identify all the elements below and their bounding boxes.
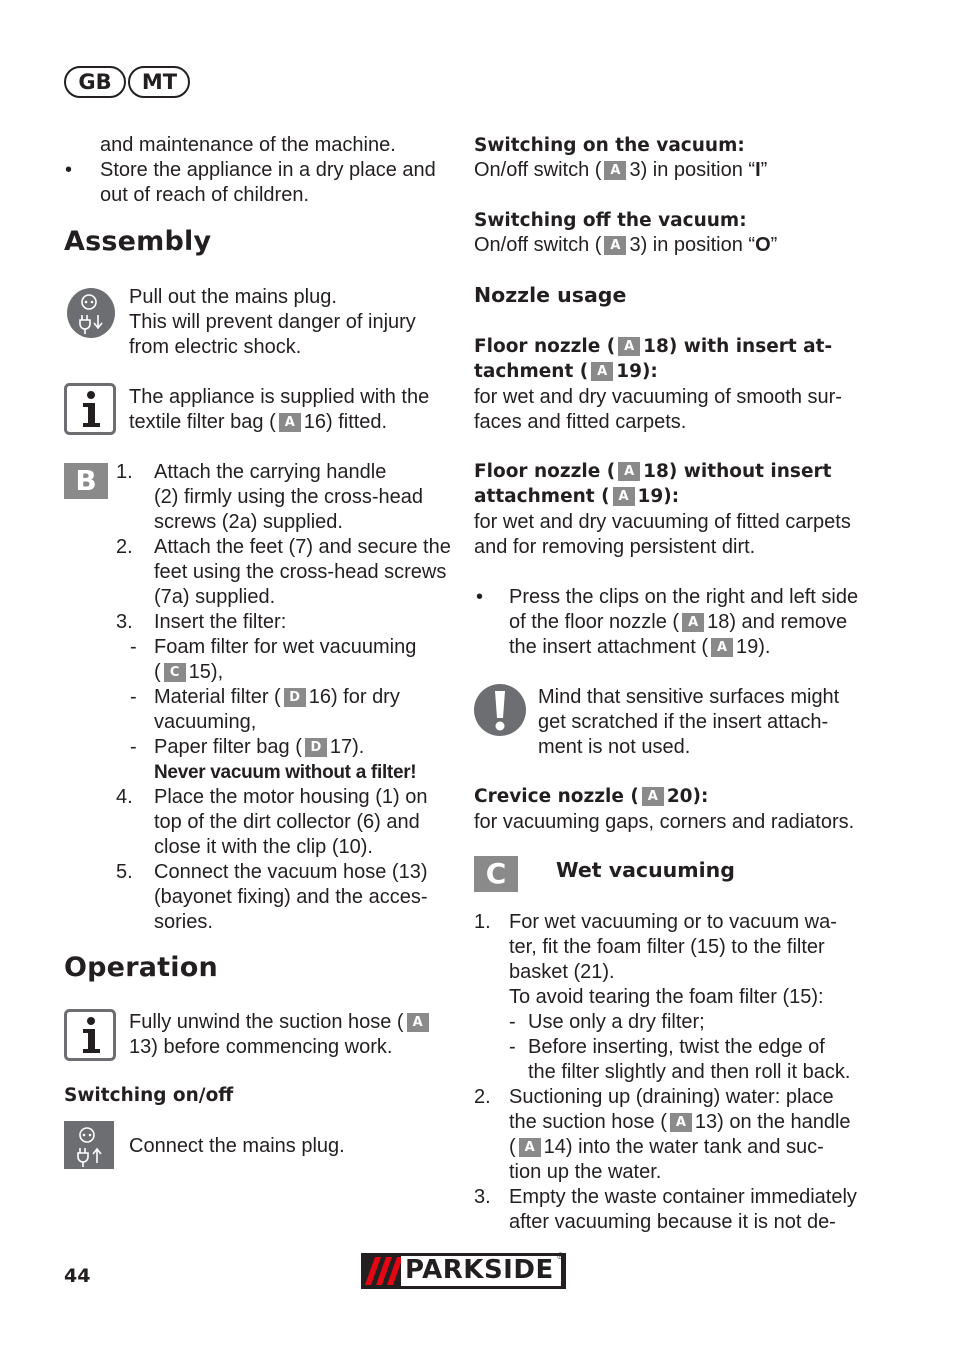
unplug-note-3: from electric shock. — [129, 336, 302, 358]
registered-mark: ® — [557, 1251, 564, 1261]
clips-line-2: of the floor nozzle ( A 18) and remove — [509, 611, 848, 633]
wet-steps: 1. For wet vacuuming or to vacuum wa- ter, fit the foam filter (15) to the filter basket (21). To avoid tearing the foam filter (15): - Use only a dry filter; - Before inserting, twist the edge of the filter slightly and then roll it back. 2. Suctioning up (draining) water: place the suction hose ( A 13) on the handle ( A 14) into the water tank and suc- tion up the water. 3. Empty the waste container immediately after vacuuming because it is not de- — [474, 911, 857, 1233]
figure-label-a: A — [591, 362, 613, 381]
lang-gb: GB — [64, 66, 126, 98]
operation-note-1: Fully unwind the suction hose ( A — [129, 1010, 432, 1035]
switch-off-text: On/off switch ( A 3) in position “O” — [474, 234, 778, 256]
floor-with-desc-1: for wet and dry vacuuming of smooth sur- — [474, 386, 842, 408]
plug-in-icon — [64, 1121, 114, 1169]
unplug-icon — [66, 287, 116, 339]
floor-nozzle-with-2: tachment ( A 19): — [474, 361, 658, 382]
floor-nozzle-without-2: attachment ( A 19): — [474, 486, 680, 507]
brand-name: PARKSIDE — [405, 1255, 554, 1285]
parkside-logo — [361, 1253, 566, 1289]
warning-line-3: ment is not used. — [538, 736, 691, 758]
switching-heading: Switching on/off — [64, 1085, 234, 1106]
figure-label-a: A — [670, 1113, 692, 1132]
figure-label-a: A — [279, 413, 301, 432]
nozzle-heading: Nozzle usage — [474, 283, 627, 307]
operation-heading: Operation — [64, 952, 218, 983]
assembly-steps: 1. Attach the carrying handle (2) firmly using the cross-head screws (2a) supplied. 2. Attach the feet (7) and secure the feet using the cross-head screws (7a) supplied. 3. Insert the filter: - Foam filter for wet vacuuming ( C 15), - Material filter ( D 16) for dry vacuuming, - Paper filter bag ( D 17). Never vacuum without a filter! 4. Place the motor housing (1) on top of the dirt collector (6) and close it with the clip (10). 5. Connect the vacuum hose (13) (bayonet fixing) and the acces- sories. — [116, 461, 451, 933]
filter-warning: Never vacuum without a filter! — [154, 762, 417, 783]
warning-icon — [474, 683, 526, 737]
figure-label-a: A — [604, 236, 626, 255]
intro-line: and maintenance of the machine. — [100, 134, 396, 156]
figure-label-d: D — [305, 738, 327, 757]
lang-mt: MT — [128, 66, 190, 98]
switch-on-text: On/off switch ( A 3) in position “I” — [474, 159, 768, 181]
clips-line-3: the insert attachment ( A 19). — [509, 636, 771, 658]
bullet-dot: • — [476, 586, 484, 608]
figure-label-a: A — [519, 1138, 541, 1157]
bullet-dot: • — [65, 159, 73, 181]
clips-line-1: Press the clips on the right and left side — [509, 586, 859, 608]
info-note-1: The appliance is supplied with the — [129, 386, 430, 408]
section-c-badge: C — [474, 856, 518, 892]
figure-label-a: A — [604, 161, 626, 180]
info-icon — [64, 1009, 116, 1061]
assembly-heading: Assembly — [64, 226, 212, 257]
warning-line-1: Mind that sensitive surfaces might — [538, 686, 840, 708]
unplug-note-1: Pull out the mains plug. — [129, 286, 337, 308]
section-b-badge: B — [64, 463, 108, 499]
switch-on-heading: Switching on the vacuum: — [474, 135, 745, 156]
crevice-heading: Crevice nozzle ( A 20): — [474, 786, 709, 807]
figure-label-c: C — [164, 663, 186, 682]
figure-label-a: A — [618, 337, 640, 356]
figure-label-a: A — [682, 613, 704, 632]
warning-line-2: get scratched if the insert attach- — [538, 711, 829, 733]
connect-plug-text: Connect the mains plug. — [129, 1135, 345, 1157]
floor-with-desc-2: faces and fitted carpets. — [474, 411, 687, 433]
info-icon — [64, 383, 116, 435]
language-tags — [64, 66, 190, 98]
floor-without-desc-1: for wet and dry vacuuming of fitted carpets — [474, 511, 851, 533]
page-number: 44 — [64, 1265, 91, 1287]
operation-note-2: 13) before commencing work. — [129, 1036, 393, 1058]
figure-label-a: A — [613, 487, 635, 506]
crevice-desc: for vacuuming gaps, corners and radiators. — [474, 811, 855, 833]
unplug-note-2: This will prevent danger of injury — [129, 311, 416, 333]
intro-bullet: Store the appliance in a dry place and out of reach of children. — [100, 159, 436, 206]
floor-nozzle-without-1: Floor nozzle ( A 18) without insert — [474, 461, 832, 482]
wet-vacuuming-heading: Wet vacuuming — [556, 858, 735, 882]
info-note-2: textile filter bag ( A 16) fitted. — [129, 411, 388, 433]
figure-label-a: A — [618, 462, 640, 481]
figure-label-a: A — [407, 1013, 429, 1032]
floor-nozzle-with-1: Floor nozzle ( A 18) with insert at- — [474, 336, 833, 357]
figure-label-d: D — [284, 688, 306, 707]
figure-label-a: A — [711, 638, 733, 657]
switch-off-heading: Switching off the vacuum: — [474, 210, 747, 231]
floor-without-desc-2: and for removing persistent dirt. — [474, 536, 756, 558]
figure-label-a: A — [642, 787, 664, 806]
